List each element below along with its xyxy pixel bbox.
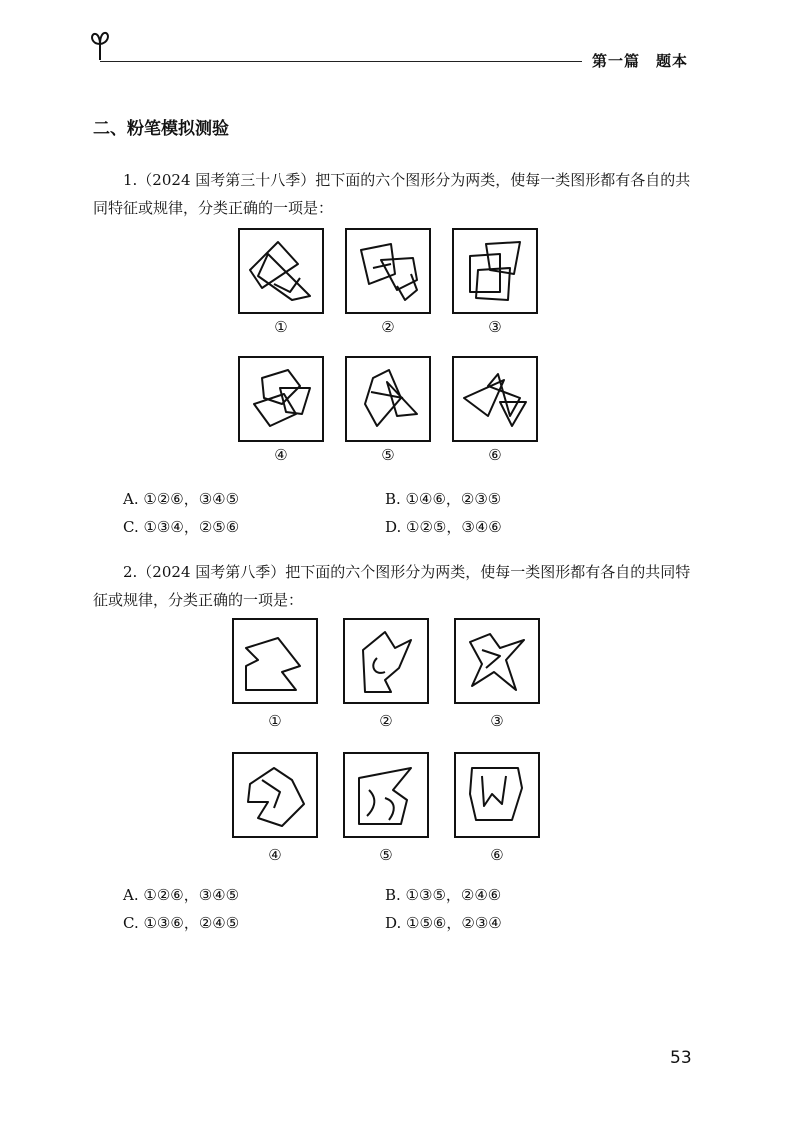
q1-figure-2-label: ② bbox=[381, 318, 395, 336]
q2-figure-1-label: ① bbox=[268, 712, 282, 730]
q2-figure-6 bbox=[454, 752, 540, 838]
header-rule bbox=[100, 61, 582, 62]
q1-figure-5-label: ⑤ bbox=[381, 446, 395, 464]
q2-option-c[interactable]: C. ①③⑥，②④⑤ bbox=[123, 914, 240, 932]
q1-figure-1 bbox=[238, 228, 324, 314]
section-title: 二、粉笔模拟测验 bbox=[93, 119, 229, 139]
sprout-icon bbox=[88, 30, 112, 62]
q1-figure-3 bbox=[452, 228, 538, 314]
q2-figure-4 bbox=[232, 752, 318, 838]
q1-option-a[interactable]: A. ①②⑥，③④⑤ bbox=[123, 490, 240, 508]
q1-option-d[interactable]: D. ①②⑤，③④⑥ bbox=[385, 518, 502, 536]
q1-figure-5 bbox=[345, 356, 431, 442]
q1-figure-6-label: ⑥ bbox=[488, 446, 502, 464]
header-title: 第一篇 题本 bbox=[592, 52, 689, 70]
q1-figure-3-label: ③ bbox=[488, 318, 502, 336]
q2-figure-3-label: ③ bbox=[490, 712, 504, 730]
q2-figure-5 bbox=[343, 752, 429, 838]
q2-figure-3 bbox=[454, 618, 540, 704]
q1-figure-6 bbox=[452, 356, 538, 442]
q1-figure-4-label: ④ bbox=[274, 446, 288, 464]
q2-figure-2-label: ② bbox=[379, 712, 393, 730]
q2-figure-1 bbox=[232, 618, 318, 704]
q2-option-b[interactable]: B. ①③⑤，②④⑥ bbox=[385, 886, 502, 904]
q1-figure-4 bbox=[238, 356, 324, 442]
q2-figure-6-label: ⑥ bbox=[490, 846, 504, 864]
q1-option-b[interactable]: B. ①④⑥，②③⑤ bbox=[385, 490, 502, 508]
q1-figure-2 bbox=[345, 228, 431, 314]
q2-figure-5-label: ⑤ bbox=[379, 846, 393, 864]
q1-figure-1-label: ① bbox=[274, 318, 288, 336]
q2-figure-4-label: ④ bbox=[268, 846, 282, 864]
question-1-text: 1.（2024 国考第三十八季）把下面的六个图形分为两类，使每一类图形都有各自的共同特征或规律，分类正确的一项是： bbox=[93, 171, 691, 217]
page-number: 53 bbox=[670, 1048, 692, 1068]
q2-option-a[interactable]: A. ①②⑥，③④⑤ bbox=[123, 886, 240, 904]
question-2-text: 2.（2024 国考第八季）把下面的六个图形分为两类，使每一类图形都有各自的共同特征或规律，分类正确的一项是： bbox=[93, 563, 691, 609]
q2-figure-2 bbox=[343, 618, 429, 704]
q2-option-d[interactable]: D. ①⑤⑥，②③④ bbox=[385, 914, 502, 932]
q1-option-c[interactable]: C. ①③④，②⑤⑥ bbox=[123, 518, 240, 536]
